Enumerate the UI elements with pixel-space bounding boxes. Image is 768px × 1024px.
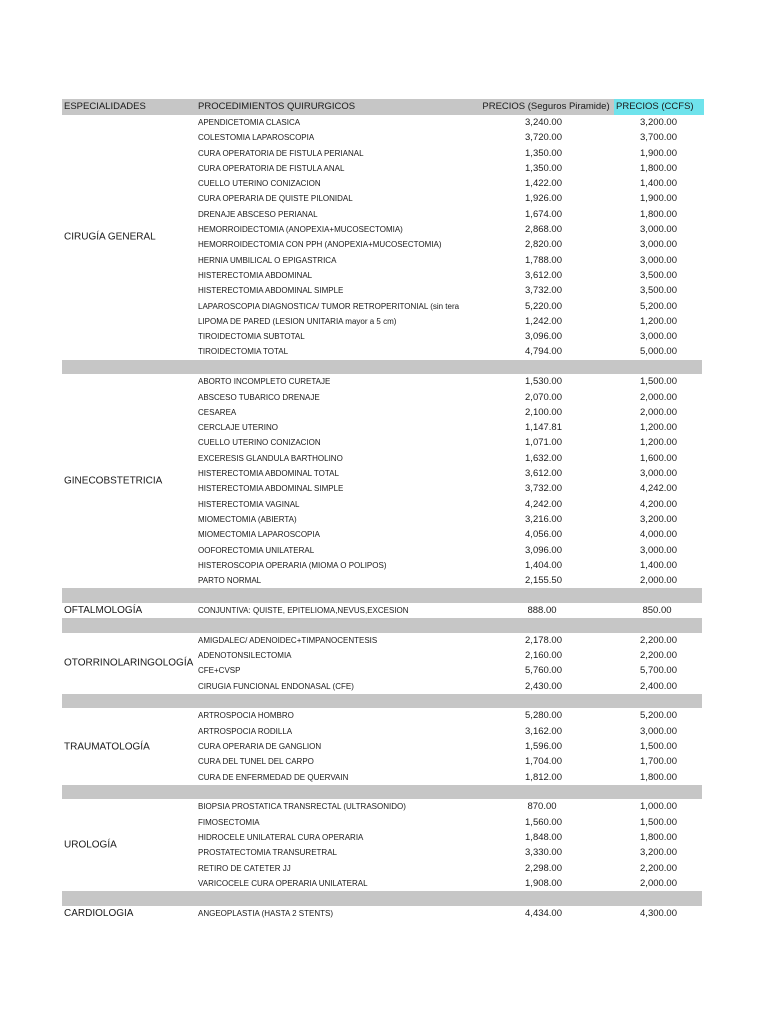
price-piramide: 1,596.00 [525,740,562,752]
procedure-name: DRENAJE ABSCESO PERIANAL [198,209,318,219]
price-piramide: 870.00 [527,801,557,813]
table-row [62,146,702,161]
price-piramide: 2,820.00 [525,239,562,251]
table-row [62,222,702,237]
price-piramide: 5,220.00 [525,300,562,312]
procedure-name: APENDICETOMIA CLASICA [198,118,301,127]
price-piramide: 4,056.00 [525,529,562,541]
procedure-name: BIOPSIA PROSTATICA TRANSRECTAL (ULTRASONIDO) [198,802,406,812]
procedure-name: HISTERECTOMIA ABDOMINAL SIMPLE [198,484,344,494]
price-piramide: 4,242.00 [525,498,562,510]
specialty-group [62,633,702,694]
price-piramide: 888.00 [527,604,557,616]
procedure-name: CUELLO UTERINO CONIZACION [198,438,321,448]
table-body [62,115,702,921]
price-piramide: 1,632.00 [525,452,562,464]
price-ccfs: 1,500.00 [640,740,677,752]
procedure-name: HISTERECTOMIA ABDOMINAL TOTAL [198,469,339,479]
procedure-name: ABSCESO TUBARICO DRENAJE [198,392,320,402]
table-row [62,405,702,420]
table-row [62,708,702,723]
table-row [62,207,702,222]
price-ccfs: 3,200.00 [640,117,677,128]
price-ccfs: 4,200.00 [640,498,677,510]
table-row [62,770,702,785]
price-piramide: 1,350.00 [525,162,562,174]
procedure-name: COLESTOMIA LAPAROSCOPIA [198,133,315,143]
table-row [62,558,702,573]
price-piramide: 4,434.00 [525,907,562,919]
table-row [62,176,702,191]
procedure-name: CERCLAJE UTERINO [198,423,279,433]
table-row [62,876,702,891]
price-ccfs: 1,800.00 [640,162,677,174]
price-ccfs: 4,000.00 [640,529,677,541]
price-ccfs: 1,800.00 [640,831,677,843]
procedure-name: MIOMECTOMIA LAPAROSCOPIA [198,530,320,540]
table-header [62,99,702,115]
price-ccfs: 3,500.00 [640,269,677,281]
price-ccfs: 3,000.00 [640,725,677,737]
table-row [62,830,702,845]
table-row [62,663,702,678]
price-ccfs: 1,900.00 [640,193,677,205]
table-row [62,130,702,145]
section-separator [62,360,702,375]
price-ccfs: 2,400.00 [640,680,677,692]
price-ccfs: 3,200.00 [640,847,677,859]
table-row [62,299,702,314]
table-row [62,815,702,830]
procedure-name: CURA OPERATORIA DE FISTULA ANAL [198,163,345,173]
price-ccfs: 1,400.00 [640,559,677,571]
price-ccfs: 2,000.00 [640,575,677,587]
procedure-name: ARTROSPOCIA HOMBRO [198,711,294,721]
table-row [62,283,702,298]
table-row [62,799,702,814]
price-piramide: 1,404.00 [525,559,562,571]
procedure-name: HISTEROSCOPIA OPERARIA (MIOMA O POLIPOS) [198,560,387,570]
table-row [62,191,702,206]
price-piramide: 3,612.00 [525,269,562,281]
price-ccfs: 5,000.00 [640,346,677,358]
table-row [62,329,702,344]
price-ccfs: 5,700.00 [640,665,677,677]
procedure-name: ANGEOPLASTIA (HASTA 2 STENTS) [198,908,333,918]
specialty-name: GINECOBSTETRICIA [64,475,163,487]
price-ccfs: 2,200.00 [640,862,677,874]
specialty-group [62,603,702,618]
table-row [62,527,702,542]
procedure-name: PARTO NORMAL [198,576,262,586]
procedure-name: CUELLO UTERINO CONIZACION [198,179,321,189]
procedure-name: CURA OPERARIA DE GANGLION [198,741,322,751]
section-separator [62,588,702,603]
price-piramide: 2,430.00 [525,680,562,692]
price-ccfs: 1,200.00 [640,315,677,327]
price-piramide: 2,160.00 [525,650,562,661]
table-row [62,253,702,268]
price-piramide: 3,096.00 [525,331,562,343]
procedure-name: MIOMECTOMIA (ABIERTA) [198,514,297,524]
header-procedure: PROCEDIMIENTOS QUIRURGICOS [198,101,356,112]
table-row [62,512,702,527]
price-piramide: 3,732.00 [525,483,562,495]
table-row [62,497,702,512]
price-ccfs: 1,800.00 [640,771,677,783]
price-ccfs: 2,000.00 [640,406,677,418]
table-row [62,161,702,176]
specialty-name: CARDIOLOGIA [64,907,134,919]
price-piramide: 1,926.00 [525,193,562,205]
section-separator [62,618,702,633]
procedure-name: CFE+CVSP [198,666,241,676]
price-ccfs: 3,700.00 [640,132,677,144]
header-price-piramide: PRECIOS (Seguros Piramide) [482,101,610,112]
header-price-ccfs: PRECIOS (CCFS) [614,99,704,115]
specialty-name: TRAUMATOLOGÍA [64,741,150,753]
price-ccfs: 1,200.00 [640,437,677,449]
procedure-name: LAPAROSCOPIA DIAGNOSTICA/ TUMOR RETROPERITONIAL (sin tera [198,301,460,311]
table-row [62,314,702,329]
table-row [62,754,702,769]
table-row [62,603,702,618]
price-ccfs: 3,200.00 [640,513,677,525]
price-piramide: 3,240.00 [525,117,562,128]
table-row [62,268,702,283]
section-separator [62,785,702,800]
price-ccfs: 1,200.00 [640,422,677,434]
price-piramide: 2,100.00 [525,406,562,418]
specialty-name: UROLOGÍA [64,839,117,851]
price-piramide: 1,350.00 [525,147,562,159]
price-piramide: 1,147.81 [525,422,562,434]
procedure-name: HEMORROIDECTOMIA (ANOPEXIA+MUCOSECTOMIA) [198,225,403,235]
price-ccfs: 2,000.00 [640,391,677,403]
procedure-name: HISTERECTOMIA ABDOMINAL [198,270,313,280]
price-ccfs: 1,800.00 [640,208,677,220]
procedure-name: PROSTATECTOMIA TRANSURETRAL [198,848,337,858]
procedure-name: CURA DE ENFERMEDAD DE QUERVAIN [198,772,349,782]
procedure-name: OOFORECTOMIA UNILATERAL [198,545,315,555]
price-piramide: 1,071.00 [525,437,562,449]
price-piramide: 1,530.00 [525,376,562,388]
price-piramide: 1,788.00 [525,254,562,266]
section-separator [62,694,702,709]
procedure-name: VARICOCELE CURA OPERARIA UNILATERAL [198,878,368,888]
price-piramide: 1,560.00 [525,816,562,828]
price-ccfs: 3,000.00 [640,544,677,556]
section-separator [62,891,702,906]
price-ccfs: 4,300.00 [640,907,677,919]
price-ccfs: 2,000.00 [640,877,677,889]
specialty-name: CIRUGÍA GENERAL [64,231,156,243]
price-piramide: 3,720.00 [525,132,562,144]
price-ccfs: 3,000.00 [640,254,677,266]
price-ccfs: 3,000.00 [640,239,677,251]
procedure-name: CURA OPERATORIA DE FISTULA PERIANAL [198,148,364,158]
table-row [62,543,702,558]
price-piramide: 1,704.00 [525,756,562,768]
table-row [62,237,702,252]
procedure-name: HERNIA UMBILICAL O EPIGASTRICA [198,255,337,265]
price-piramide: 2,298.00 [525,862,562,874]
procedure-name: AMIGDALEC/ ADENOIDEC+TIMPANOCENTESIS [198,635,378,645]
table-row [62,451,702,466]
price-piramide: 5,280.00 [525,710,562,722]
procedure-name: CIRUGIA FUNCIONAL ENDONASAL (CFE) [198,681,354,691]
price-piramide: 3,732.00 [525,285,562,297]
specialty-group [62,374,702,588]
price-piramide: 3,612.00 [525,468,562,480]
procedure-name: CONJUNTIVA: QUISTE, EPITELIOMA,NEVUS,EXCESION [198,605,409,615]
table-row [62,906,702,921]
price-piramide: 1,908.00 [525,877,562,889]
price-table [62,99,702,921]
price-piramide: 4,794.00 [525,346,562,358]
specialty-group [62,708,702,784]
table-row [62,861,702,876]
price-ccfs: 1,000.00 [640,801,677,813]
price-ccfs: 5,200.00 [640,300,677,312]
price-piramide: 1,242.00 [525,315,562,327]
table-row [62,739,702,754]
price-piramide: 1,848.00 [525,831,562,843]
procedure-name: TIROIDECTOMIA SUBTOTAL [198,332,305,342]
price-ccfs: 850.00 [642,604,672,616]
price-ccfs: 3,000.00 [640,224,677,236]
price-piramide: 1,812.00 [525,771,562,783]
price-piramide: 2,868.00 [525,224,562,236]
header-specialty: ESPECIALIDADES [64,101,146,112]
price-ccfs: 1,600.00 [640,452,677,464]
price-piramide: 2,178.00 [525,634,562,646]
table-row [62,435,702,450]
table-row [62,633,702,648]
table-row [62,845,702,860]
table-row [62,573,702,588]
table-row [62,420,702,435]
procedure-name: HISTERECTOMIA VAGINAL [198,499,300,509]
price-piramide: 1,422.00 [525,178,562,190]
procedure-name: HIDROCELE UNILATERAL CURA OPERARIA [198,832,364,842]
procedure-name: HISTERECTOMIA ABDOMINAL SIMPLE [198,286,344,296]
table-row [62,679,702,694]
price-ccfs: 2,200.00 [640,650,677,661]
price-ccfs: 1,500.00 [640,816,677,828]
specialty-name: OFTALMOLOGÍA [64,604,143,616]
table-row [62,466,702,481]
specialty-group [62,115,702,360]
price-ccfs: 3,000.00 [640,468,677,480]
table-row [62,374,702,389]
specialty-group [62,906,702,921]
price-ccfs: 1,900.00 [640,147,677,159]
procedure-name: ABORTO INCOMPLETO CURETAJE [198,377,331,387]
procedure-name: EXCERESIS GLANDULA BARTHOLINO [198,453,343,463]
price-piramide: 2,070.00 [525,391,562,403]
procedure-name: CURA DEL TUNEL DEL CARPO [198,757,314,767]
specialty-name: OTORRINOLARINGOLOGÍA [64,657,194,669]
price-piramide: 5,760.00 [525,665,562,677]
procedure-name: ADENOTONSILECTOMIA [198,651,292,660]
table-row [62,724,702,739]
price-ccfs: 1,400.00 [640,178,677,190]
procedure-name: FIMOSECTOMIA [198,817,260,827]
price-ccfs: 3,000.00 [640,331,677,343]
table-row [62,115,702,130]
procedure-name: CURA OPERARIA DE QUISTE PILONIDAL [198,194,353,204]
table-row [62,344,702,359]
price-ccfs: 4,242.00 [640,483,677,495]
price-piramide: 3,216.00 [525,513,562,525]
table-row [62,481,702,496]
procedure-name: ARTROSPOCIA RODILLA [198,726,293,736]
price-ccfs: 5,200.00 [640,710,677,722]
price-ccfs: 1,500.00 [640,376,677,388]
price-ccfs: 3,500.00 [640,285,677,297]
price-piramide: 3,330.00 [525,847,562,859]
price-ccfs: 2,200.00 [640,634,677,646]
price-piramide: 3,162.00 [525,725,562,737]
procedure-name: CESAREA [198,407,237,417]
price-ccfs: 1,700.00 [640,756,677,768]
price-piramide: 1,674.00 [525,208,562,220]
price-piramide: 2,155.50 [525,575,562,587]
procedure-name: RETIRO DE CATETER JJ [198,863,291,873]
procedure-name: LIPOMA DE PARED (LESION UNITARIA mayor a 5 cm) [198,316,397,326]
price-piramide: 3,096.00 [525,544,562,556]
procedure-name: HEMORROIDECTOMIA CON PPH (ANOPEXIA+MUCOSECTOMIA) [198,240,442,250]
table-row [62,648,702,663]
specialty-group [62,799,702,891]
table-row [62,390,702,405]
procedure-name: TIROIDECTOMIA TOTAL [198,347,289,357]
